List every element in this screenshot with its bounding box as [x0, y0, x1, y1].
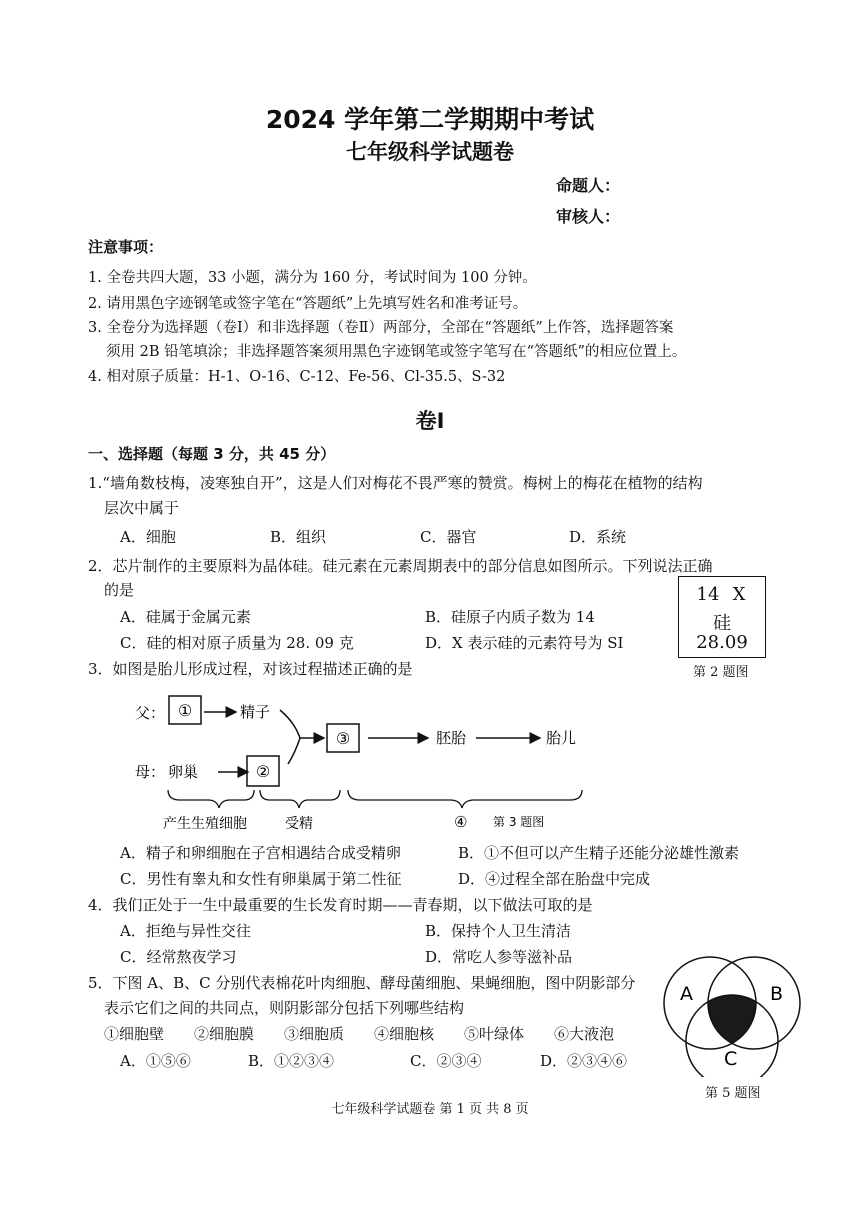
q3-option-b: B．①不但可以产生精子还能分泌雄性激素 [458, 844, 740, 862]
question-3-stem: 3．如图是胎儿形成过程，对该过程描述正确的是 [88, 660, 413, 678]
brace-development [348, 790, 582, 808]
note-item: 4. 相对原子质量：H-1、O-16、C-12、Fe-56、Cl-35.5、S-32 [88, 369, 506, 385]
question-4-stem: 4．我们正处于一生中最重要的生长发育时期——青春期，以下做法可取的是 [88, 896, 593, 914]
venn-diagram [658, 955, 818, 1077]
label-2: ② [255, 762, 271, 781]
question-2-stem: 2．芯片制作的主要原料为晶体硅。硅元素在元素周期表中的部分信息如图所示。下列说法正确 [88, 557, 713, 575]
label-4: ④ [454, 813, 468, 831]
embryo-label: 胚胎 [436, 729, 467, 747]
note-item: 2. 请用黑色字迹钢笔或签字笔在“答题纸”上先填写姓名和准考证号。 [88, 296, 528, 312]
silicon-element-card [678, 576, 766, 658]
section-heading: 一、选择题（每题 3 分，共 45 分） [88, 445, 336, 463]
venn-label-b: B [770, 983, 784, 1005]
q3-option-c: C．男性有睾丸和女性有卵巢属于第二性征 [120, 870, 402, 888]
note-item: 1. 全卷共四大题，33 小题，满分为 160 分，考试时间为 100 分钟。 [88, 270, 537, 286]
q5-option-c: C．②③④ [410, 1052, 482, 1070]
father-label: 父： [135, 704, 166, 722]
exam-subtitle: 七年级科学试题卷 [346, 140, 514, 164]
element-name: 硅 [713, 613, 731, 634]
q2-option-b: B．硅原子内质子数为 14 [425, 608, 595, 626]
question-5-stem-cont: 表示它们之间的共同点，则阴影部分包括下列哪些结构 [104, 999, 465, 1017]
q3-option-d: D．④过程全部在胎盘中完成 [458, 870, 651, 888]
label-3: ③ [335, 729, 351, 748]
q5-option-b: B．①②③④ [248, 1052, 335, 1070]
brace-gametes [168, 790, 254, 808]
q4-option-d: D．常吃人参等滋补品 [425, 948, 573, 966]
q5-option-d: D．②③④⑥ [540, 1052, 628, 1070]
brace-fertilization [260, 790, 340, 808]
q5-option-a: A．①⑤⑥ [120, 1052, 191, 1070]
q2-option-c: C．硅的相对原子质量为 28. 09 克 [120, 634, 354, 652]
exam-title: 2024 学年第二学期期中考试 [265, 105, 595, 134]
figure-3-caption: 第 3 题图 [493, 815, 545, 829]
element-symbol: X [732, 584, 746, 605]
question-5-stem: 5．下图 A、B、C 分别代表棉花叶肉细胞、酵母菌细胞、果蝇细胞，图中阴影部分 [88, 974, 636, 992]
reviewer-label: 审核人： [556, 207, 621, 226]
mother-label: 母： [135, 763, 166, 781]
q2-option-d: D．X 表示硅的元素符号为 SI [425, 634, 624, 652]
atomic-number: 14 [696, 584, 720, 605]
question-1-stem: 1.“墙角数枝梅，凌寒独自开”，这是人们对梅花不畏严寒的赞赏。梅树上的梅花在植物的结构 [88, 474, 703, 492]
venn-label-a: A [680, 983, 693, 1005]
gametes-label: 产生生殖细胞 [163, 816, 247, 832]
question-1-stem-cont: 层次中属于 [104, 499, 180, 517]
notes-heading: 注意事项： [88, 238, 164, 256]
fetus-formation-diagram [120, 688, 600, 838]
q1-option-d: D．系统 [569, 528, 627, 546]
fertilization-label: 受精 [285, 816, 313, 832]
page-footer: 七年级科学试题卷 第 1 页 共 8 页 [331, 1102, 529, 1117]
q4-option-b: B．保持个人卫生清洁 [425, 922, 572, 940]
venn-label-c: C [724, 1048, 738, 1070]
question-2-stem-cont: 的是 [104, 581, 135, 599]
q3-option-a: A．精子和卵细胞在子宫相遇结合成受精卵 [120, 844, 401, 862]
figure-2-caption: 第 2 题图 [693, 665, 749, 680]
sperm-label: 精子 [240, 703, 271, 721]
note-item: 3. 全卷分为选择题（卷Ⅰ）和非选择题（卷Ⅱ）两部分，全部在“答题纸”上作答，选择题答案 [88, 320, 674, 336]
ovary-label: 卵巢 [168, 763, 199, 781]
q4-option-c: C．经常熬夜学习 [120, 948, 237, 966]
q4-option-a: A．拒绝与异性交往 [120, 922, 251, 940]
author-label: 命题人： [556, 176, 621, 195]
fetus-label: 胎儿 [546, 729, 577, 747]
label-1: ① [177, 701, 193, 720]
q1-option-a: A．细胞 [120, 528, 176, 546]
note-item: 须用 2B 铅笔填涂；非选择题答案须用黑色字迹钢笔或签字笔写在“答题纸”的相应位置上。 [106, 344, 687, 360]
q1-option-c: C．器官 [420, 528, 477, 546]
q1-option-b: B．组织 [270, 528, 327, 546]
figure-5-caption: 第 5 题图 [705, 1086, 761, 1101]
q2-option-a: A．硅属于金属元素 [120, 608, 251, 626]
volume-heading: 卷Ⅰ [415, 409, 445, 433]
q5-structure-list: ①细胞壁 ②细胞膜 ③细胞质 ④细胞核 ⑤叶绿体 ⑥大液泡 [104, 1025, 615, 1043]
atomic-mass: 28.09 [696, 632, 748, 653]
